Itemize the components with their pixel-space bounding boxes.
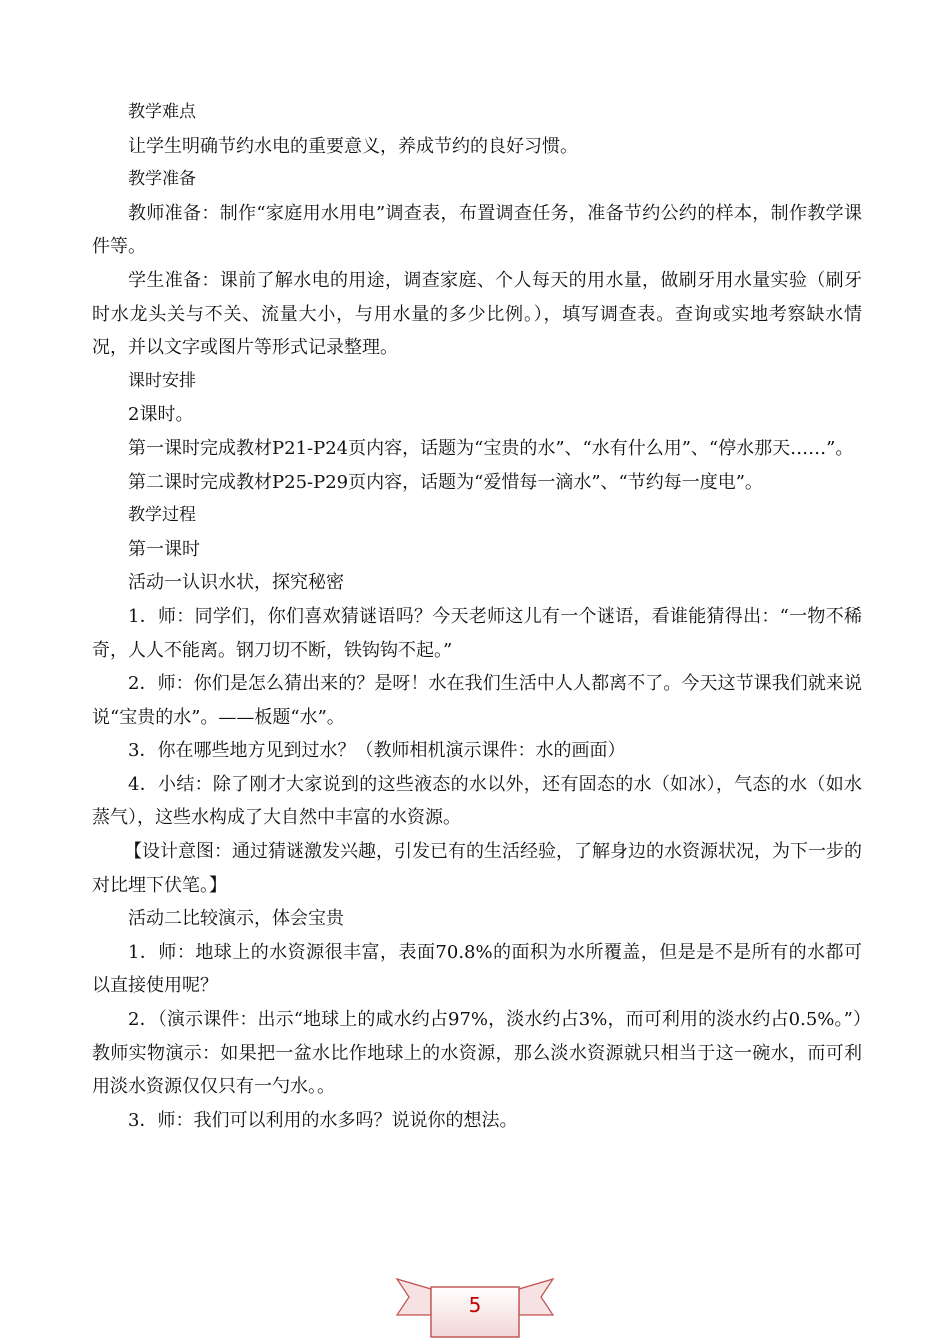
paragraph: 第二课时完成教材P25-P29页内容，话题为“爱惜每一滴水”、“节约每一度电”。 — [128, 471, 763, 493]
paragraph: 1．师：地球上的水资源很丰富，表面70.8%的面积为水所覆盖，但是是不是所有的水都可以直接使用呢？ — [92, 941, 862, 997]
paragraph: 让学生明确节约水电的重要意义，养成节约的良好习惯。 — [128, 135, 578, 157]
paragraph: 活动二比较演示，体会宝贵 — [128, 908, 344, 930]
paragraph: 2．师：你们是怎么猜出来的？是呀！水在我们生活中人人都离不了。今天这节课我们就来说说“宝贵的水”。——板题“水”。 — [92, 673, 862, 728]
section-heading-schedule: 课时安排 — [128, 370, 196, 391]
section-heading-process: 教学过程 — [128, 505, 196, 526]
paragraph: 2．（演示课件：出示“地球上的咸水约占97%，淡水约占3%，而可利用的淡水约占0.5%。”）教师实物演示：如果把一盆水比作地球上的水资源，那么淡水资源就只相当于这一碗水，而可利用淡水资源仅仅只有一勺水。。 — [92, 1009, 862, 1098]
paragraph: 3．你在哪些地方见到过水？（教师相机演示课件：水的画面） — [128, 740, 626, 762]
page-footer — [395, 1275, 555, 1341]
section-heading-preparation: 教学准备 — [128, 169, 196, 190]
paragraph: 教师准备：制作“家庭用水用电”调查表，布置调查任务，准备节约公约的样本，制作教学课件等。 — [92, 202, 862, 258]
paragraph: 3．师：我们可以利用的水多吗？说说你的想法。 — [128, 1109, 518, 1131]
document-body — [92, 96, 862, 1137]
paragraph: 1．师：同学们，你们喜欢猜谜语吗？今天老师这儿有一个谜语，看谁能猜得出：“一物不稀奇，人人不能离。钢刀切不断，铁钩钩不起。” — [92, 605, 862, 661]
paragraph: 第一课时完成教材P21-P24页内容，话题为“宝贵的水”、“水有什么用”、“停水那天……”。 — [128, 437, 854, 459]
paragraph: 第一课时 — [128, 538, 200, 560]
design-intent-note: 【设计意图：通过猜谜激发兴趣，引发已有的生活经验，了解身边的水资源状况，为下一步的对比埋下伏笔。】 — [92, 841, 862, 896]
section-heading-difficulty: 教学难点 — [128, 102, 196, 122]
page-number: 5 — [468, 1293, 482, 1317]
paragraph: 2课时。 — [128, 404, 194, 426]
paragraph: 4．小结：除了刚才大家说到的这些液态的水以外，还有固态的水（如冰），气态的水（如水蒸气），这些水构成了大自然中丰富的水资源。 — [92, 773, 862, 829]
paragraph: 活动一认识水状，探究秘密 — [128, 572, 344, 594]
paragraph: 学生准备：课前了解水电的用途，调查家庭、个人每天的用水量，做刷牙用水量实验（刷牙时水龙头关与不关、流量大小，与用水量的多少比例。），填写调查表。查询或实地考察缺水情况，并以文字或图片等形式记录整理。 — [92, 269, 862, 359]
